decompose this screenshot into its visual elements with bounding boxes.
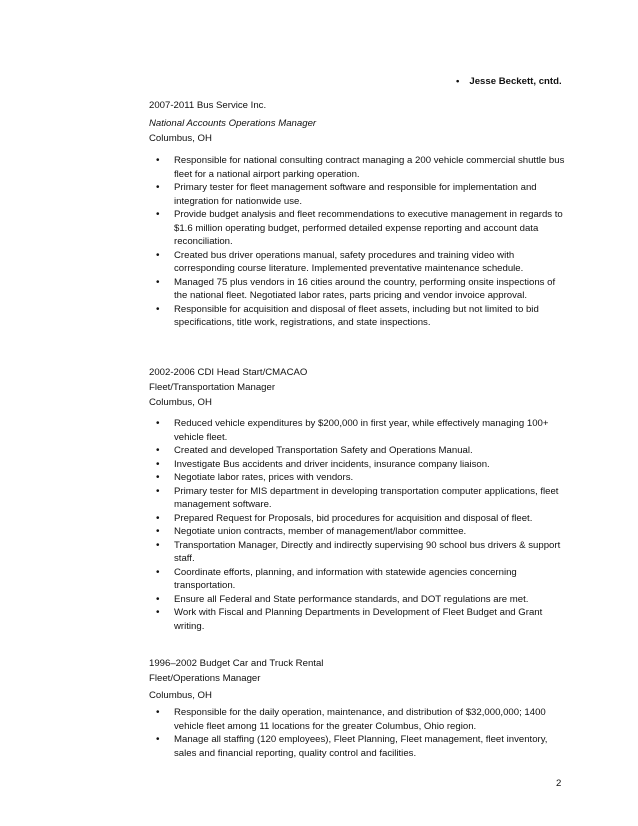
list-item: • Manage all staffing (120 employees), Fleet Planning, Fleet management, fleet inventory, sales and financial reporting, quality control and facilities. xyxy=(156,734,548,759)
list-item: • Transportation Manager, Directly and indirectly supervising 90 school bus drivers & support staff. xyxy=(156,539,561,564)
list-item: • Primary tester for fleet management software and responsible for implementation and integration for nationwide use. xyxy=(156,182,537,207)
bullet-icon: • xyxy=(156,445,160,456)
job-2-title: Fleet/Transportation Manager xyxy=(149,382,276,393)
job-2-bullet-list xyxy=(149,417,569,633)
list-item: • Primary tester for MIS department in developing transportation computer applications, fleet management software. xyxy=(156,485,559,510)
bullet-icon: • xyxy=(156,593,160,605)
list-item: • Prepared Request for Proposals, bid procedures for acquisition and disposal of fleet. xyxy=(156,512,533,524)
job-3-title: Fleet/Operations Manager xyxy=(149,673,261,684)
bullet-icon: • xyxy=(156,249,160,261)
job-1-dates-company: 2007-2011 Bus Service Inc. xyxy=(149,100,267,111)
bullet-icon: • xyxy=(156,607,160,618)
job-3-location: Columbus, OH xyxy=(149,690,212,701)
list-item: • Managed 75 plus vendors in 16 cities around the country, performing onsite inspections of the national fleet. Negotiated labor rates, parts pricing and vendor invoice approval. xyxy=(156,276,556,301)
list-item: • Created and developed Transportation Safety and Operations Manual. xyxy=(156,445,473,456)
bullet-icon: • xyxy=(156,512,160,524)
bullet-icon: • xyxy=(156,155,160,166)
bullet-icon: • xyxy=(156,566,160,578)
list-item: • Responsible for national consulting contract managing a 200 vehicle commercial shuttle bus fleet for a national airport parking operation. xyxy=(156,155,565,180)
bullet-icon: • xyxy=(156,458,160,470)
header-name: Jesse Beckett, cntd. xyxy=(469,76,562,87)
list-item: • Reduced vehicle expenditures by $200,000 in first year, while effectively managing 100+ vehicle fleet. xyxy=(156,418,549,443)
bullet-icon: • xyxy=(156,472,160,483)
bullet-icon: • xyxy=(156,734,160,745)
job-3-dates-company: 1996–2002 Budget Car and Truck Rental xyxy=(149,658,324,669)
list-item: • Negotiate union contracts, member of management/labor committee. xyxy=(156,526,467,537)
list-item: • Ensure all Federal and State performance standards, and DOT regulations are met. xyxy=(156,593,529,605)
page-number: 2 xyxy=(556,778,562,789)
list-item: • Responsible for the daily operation, maintenance, and distribution of $32,000,000; 1400 vehicle fleet among 11 locations for the greater Columbus, Ohio region. xyxy=(156,707,546,732)
list-item: • Coordinate efforts, planning, and information with statewide agencies concerning transportation. xyxy=(156,566,517,591)
bullet-icon: • xyxy=(156,182,160,193)
list-item: • Created bus driver operations manual, safety procedures and training video with corresponding course literature. Implemented preventative maintenance schedule. xyxy=(156,249,524,274)
job-3-bullet-list xyxy=(149,706,569,760)
bullet-icon: • xyxy=(156,209,160,220)
list-item: • Negotiate labor rates, prices with vendors. xyxy=(156,472,354,483)
job-1-bullet-list xyxy=(149,154,569,330)
bullet-icon: • xyxy=(156,303,160,315)
bullet-icon: • xyxy=(156,539,160,551)
bullet-icon: • xyxy=(156,418,160,429)
list-item: • Investigate Bus accidents and driver incidents, insurance company liaison. xyxy=(156,458,490,470)
bullet-icon: • xyxy=(156,526,160,537)
job-1-location: Columbus, OH xyxy=(149,133,212,144)
bullet-icon: • xyxy=(156,707,160,718)
header-bullet: • xyxy=(456,76,460,87)
bullet-icon: • xyxy=(156,276,160,288)
list-item: • Responsible for acquisition and disposal of fleet assets, including but not limited to bid specifications, title work, registrations, and state inspections. xyxy=(156,303,539,328)
continuation-header xyxy=(456,76,562,87)
job-2-location: Columbus, OH xyxy=(149,397,212,408)
job-2-dates-company: 2002-2006 CDI Head Start/CMACAO xyxy=(149,367,308,378)
list-item: • Work with Fiscal and Planning Departments in Development of Fleet Budget and Grant writing. xyxy=(156,607,543,632)
job-1-title: National Accounts Operations Manager xyxy=(149,118,317,129)
list-item: • Provide budget analysis and fleet recommendations to executive management in regards to $1.6 million operating budget, performed detailed expense reporting and account data reconciliation. xyxy=(156,209,563,247)
bullet-icon: • xyxy=(156,485,160,497)
